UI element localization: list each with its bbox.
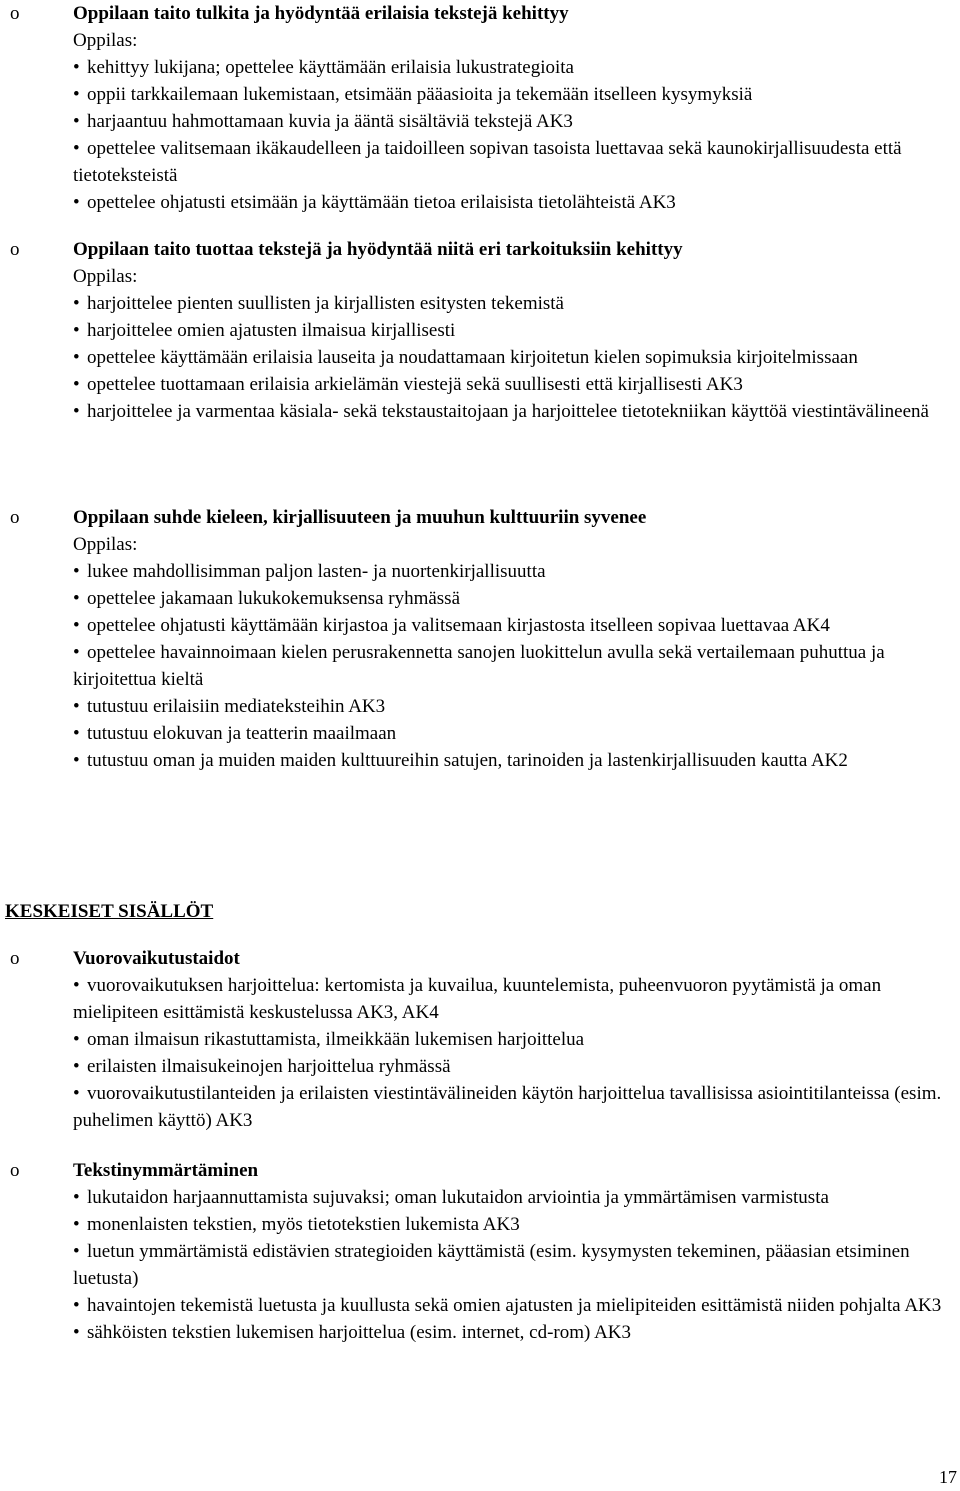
bullet-icon: • [73, 1056, 80, 1077]
list-item [73, 1184, 950, 1211]
bullet-icon: • [73, 347, 80, 368]
list-item-text: opettelee tuottamaan erilaisia arkielämän viestejä sekä suullisesti että kirjallisesti AK3 [87, 374, 743, 395]
list-item [73, 720, 950, 747]
list-item [73, 693, 950, 720]
section-marker: o [10, 1160, 20, 1181]
bullet-icon: • [73, 192, 80, 213]
bullet-list [73, 54, 950, 216]
bullet-icon: • [73, 1187, 80, 1208]
page-number: 17 [939, 1467, 957, 1487]
list-item [73, 135, 950, 189]
list-item-text: opettelee ohjatusti käyttämään kirjastoa ja valitsemaan kirjastosta itselleen sopivaa luettavaa AK4 [87, 615, 830, 636]
list-item-text: vuorovaikutustilanteiden ja erilaisten viestintävälineiden käytön harjoittelua tavallisissa asiointitilanteissa (esim. puhelimen käyttö) AK3 [73, 1083, 942, 1131]
section-title: Oppilaan taito tulkita ja hyödyntää erilaisia tekstejä kehittyy [73, 3, 569, 24]
bullet-icon: • [73, 1214, 80, 1235]
bullet-icon: • [73, 84, 80, 105]
list-item [73, 612, 950, 639]
section-subtitle: Oppilas: [73, 534, 138, 555]
bullet-icon: • [73, 138, 80, 159]
section-marker: o [10, 948, 20, 969]
list-item [73, 189, 950, 216]
list-item-text: harjoittelee ja varmentaa käsiala- sekä tekstaustaitojaan ja harjoittelee tietotekniikan käyttöä viestintävälineenä [87, 401, 929, 422]
bullet-list [73, 972, 950, 1134]
bullet-icon: • [73, 320, 80, 341]
section-writing [0, 236, 950, 425]
section-marker: o [10, 239, 20, 260]
list-item-text: opettelee valitsemaan ikäkaudelleen ja taidoilleen sopivan tasoista luettavaa sekä kaunokirjallisuudesta että tietoteksteistä [73, 138, 902, 186]
bullet-icon: • [73, 57, 80, 78]
section-reading [0, 0, 950, 216]
list-item [73, 108, 950, 135]
section-marker: o [10, 3, 20, 24]
list-item-text: harjoittelee pienten suullisten ja kirjallisten esitysten tekemistä [87, 293, 564, 314]
bullet-icon: • [73, 561, 80, 582]
section-marker: o [10, 507, 20, 528]
list-item-text: opettelee ohjatusti etsimään ja käyttämään tietoa erilaisista tietolähteistä AK3 [87, 192, 676, 213]
list-item [73, 747, 950, 774]
list-item [73, 639, 950, 693]
bullet-icon: • [73, 1083, 80, 1104]
list-item [73, 1026, 950, 1053]
list-item-text: lukee mahdollisimman paljon lasten- ja nuortenkirjallisuutta [87, 561, 546, 582]
list-item-text: opettelee jakamaan lukukokemuksensa ryhmässä [87, 588, 461, 609]
bullet-icon: • [73, 723, 80, 744]
list-item [73, 1238, 950, 1292]
bullet-list [73, 558, 950, 774]
list-item-text: oppii tarkkailemaan lukemistaan, etsimään pääasioita ja tekemään itselleen kysymyksiä [87, 84, 753, 105]
list-item-text: sähköisten tekstien lukemisen harjoittelua (esim. internet, cd-rom) AK3 [87, 1322, 632, 1343]
list-item-text: vuorovaikutuksen harjoittelua: kertomista ja kuvailua, kuuntelemista, puheenvuoron pyytämistä ja oman mielipiteen esittämistä keskustelussa AK3, AK4 [73, 975, 882, 1023]
list-item [73, 1053, 950, 1080]
section-literature [0, 504, 950, 774]
list-item [73, 1080, 950, 1134]
list-item [73, 585, 950, 612]
list-item-text: monenlaisten tekstien, myös tietotekstien lukemista AK3 [87, 1214, 520, 1235]
core-contents-heading: KESKEISET SISÄLLÖT [5, 901, 214, 922]
section-subtitle: Oppilas: [73, 30, 138, 51]
list-item [73, 371, 950, 398]
list-item [73, 344, 950, 371]
bullet-icon: • [73, 642, 80, 663]
list-item-text: harjoittelee omien ajatusten ilmaisua kirjallisesti [87, 320, 456, 341]
list-item [73, 81, 950, 108]
section-title: Oppilaan suhde kieleen, kirjallisuuteen ja muuhun kulttuuriin syvenee [73, 507, 647, 528]
bullet-icon: • [73, 401, 80, 422]
list-item-text: lukutaidon harjaannuttamista sujuvaksi; oman lukutaidon arviointia ja ymmärtämisen varmistusta [87, 1187, 829, 1208]
bullet-icon: • [73, 750, 80, 771]
list-item [73, 398, 950, 425]
section-title: Vuorovaikutustaidot [73, 948, 240, 969]
bullet-icon: • [73, 293, 80, 314]
list-item-text: erilaisten ilmaisukeinojen harjoittelua ryhmässä [87, 1056, 451, 1077]
list-item [73, 317, 950, 344]
list-item [73, 1211, 950, 1238]
list-item-text: harjaantuu hahmottamaan kuvia ja ääntä sisältäviä tekstejä AK3 [87, 111, 573, 132]
list-item [73, 558, 950, 585]
list-item-text: tutustuu erilaisiin mediateksteihin AK3 [87, 696, 386, 717]
bullet-icon: • [73, 1241, 80, 1262]
section-title: Tekstinymmärtäminen [73, 1160, 259, 1181]
bullet-icon: • [73, 615, 80, 636]
section-text-comprehension [0, 1157, 950, 1346]
list-item-text: tutustuu oman ja muiden maiden kulttuureihin satujen, tarinoiden ja lastenkirjallisuuden kautta AK2 [87, 750, 848, 771]
list-item-text: opettelee havainnoimaan kielen perusrakennetta sanojen luokittelun avulla sekä vertailemaan puhuttua ja kirjoitettua kieltä [73, 642, 885, 690]
list-item-text: tutustuu elokuvan ja teatterin maailmaan [87, 723, 397, 744]
list-item-text: kehittyy lukijana; opettelee käyttämään erilaisia lukustrategioita [87, 57, 574, 78]
bullet-icon: • [73, 111, 80, 132]
list-item [73, 54, 950, 81]
bullet-list [73, 1184, 950, 1346]
bullet-icon: • [73, 1029, 80, 1050]
bullet-icon: • [73, 588, 80, 609]
list-item-text: havaintojen tekemistä luetusta ja kuullusta sekä omien ajatusten ja mielipiteiden esittämistä niiden pohjalta AK3 [87, 1295, 942, 1316]
list-item [73, 1319, 950, 1346]
list-item-text: opettelee käyttämään erilaisia lauseita ja noudattamaan kirjoitetun kielen sopimuksia kirjoitelmissaan [87, 347, 858, 368]
bullet-icon: • [73, 1322, 80, 1343]
bullet-icon: • [73, 975, 80, 996]
section-interaction-skills [0, 945, 950, 1134]
section-subtitle: Oppilas: [73, 266, 138, 287]
bullet-icon: • [73, 696, 80, 717]
bullet-list [73, 290, 950, 425]
section-title: Oppilaan taito tuottaa tekstejä ja hyödyntää niitä eri tarkoituksiin kehittyy [73, 239, 683, 260]
list-item [73, 1292, 950, 1319]
bullet-icon: • [73, 1295, 80, 1316]
list-item-text: luetun ymmärtämistä edistävien strategioiden käyttämistä (esim. kysymysten tekeminen, pääasian etsiminen luetusta) [73, 1241, 910, 1289]
list-item [73, 972, 950, 1026]
list-item-text: oman ilmaisun rikastuttamista, ilmeikkään lukemisen harjoittelua [87, 1029, 585, 1050]
bullet-icon: • [73, 374, 80, 395]
list-item [73, 290, 950, 317]
